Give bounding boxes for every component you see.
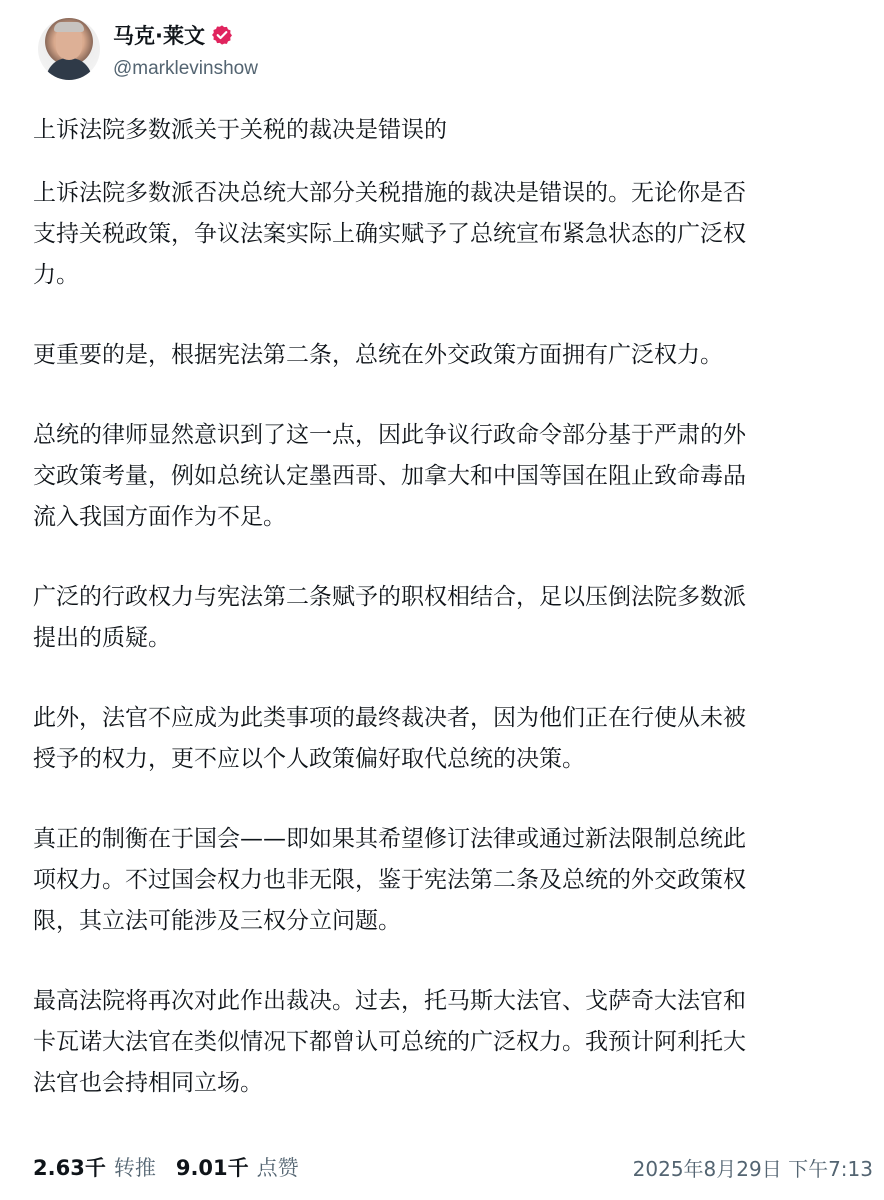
post-paragraph: 上诉法院多数派否决总统大部分关税措施的裁决是错误的。无论你是否 支持关税政策，争议法案实际上确实赋予了总统宣布紧急状态的广泛权 力。 bbox=[33, 180, 746, 288]
repost-count: 2.63千 bbox=[33, 1156, 106, 1180]
avatar[interactable] bbox=[38, 18, 100, 80]
post-timestamp[interactable]: 2025年8月29日 下午7:13 bbox=[632, 1156, 873, 1181]
like-label: 点赞 bbox=[256, 1156, 299, 1180]
avatar-hair bbox=[54, 22, 84, 32]
post-paragraph: 总统的律师显然意识到了这一点，因此争议行政命令部分基于严肃的外 交政策考量，例如总统认定墨西哥、加拿大和中国等国在阻止致命毒品 流入我国方面作为不足。 bbox=[33, 422, 746, 530]
display-name[interactable]: 马克·莱文 bbox=[113, 24, 205, 48]
post-paragraph: 广泛的行政权力与宪法第二条赋予的职权相结合，足以压倒法院多数派 提出的质疑。 bbox=[33, 584, 746, 651]
post-paragraph: 真正的制衡在于国会——即如果其希望修订法律或通过新法限制总统此 项权力。不过国会权力也非无限，鉴于宪法第二条及总统的外交政策权 限，其立法可能涉及三权分立问题。 bbox=[33, 826, 746, 934]
post-body bbox=[33, 173, 868, 1143]
post-header bbox=[38, 18, 838, 84]
avatar-shirt bbox=[46, 58, 92, 80]
post-paragraph: 最高法院将再次对此作出裁决。过去，托马斯大法官、戈萨奇大法官和 卡瓦诺大法官在类似情况下都曾认可总统的广泛权力。我预计阿利托大 法官也会持相同立场。 bbox=[33, 988, 746, 1096]
like-count: 9.01千 bbox=[175, 1156, 249, 1180]
repost-label: 转推 bbox=[113, 1156, 156, 1180]
name-row bbox=[113, 20, 233, 50]
repost-stat[interactable] bbox=[33, 1152, 156, 1182]
user-handle[interactable]: @marklevinshow bbox=[113, 58, 258, 79]
like-stat[interactable] bbox=[176, 1152, 299, 1182]
post-title: 上诉法院多数派关于关税的裁决是错误的 bbox=[33, 117, 447, 143]
post-paragraph: 更重要的是，根据宪法第二条，总统在外交政策方面拥有广泛权力。 bbox=[33, 342, 723, 368]
verified-badge-icon bbox=[211, 24, 233, 46]
post-footer bbox=[33, 1150, 873, 1184]
post-paragraph: 此外，法官不应成为此类事项的最终裁决者，因为他们正在行使从未被 授予的权力，更不应以个人政策偏好取代总统的决策。 bbox=[33, 705, 746, 772]
